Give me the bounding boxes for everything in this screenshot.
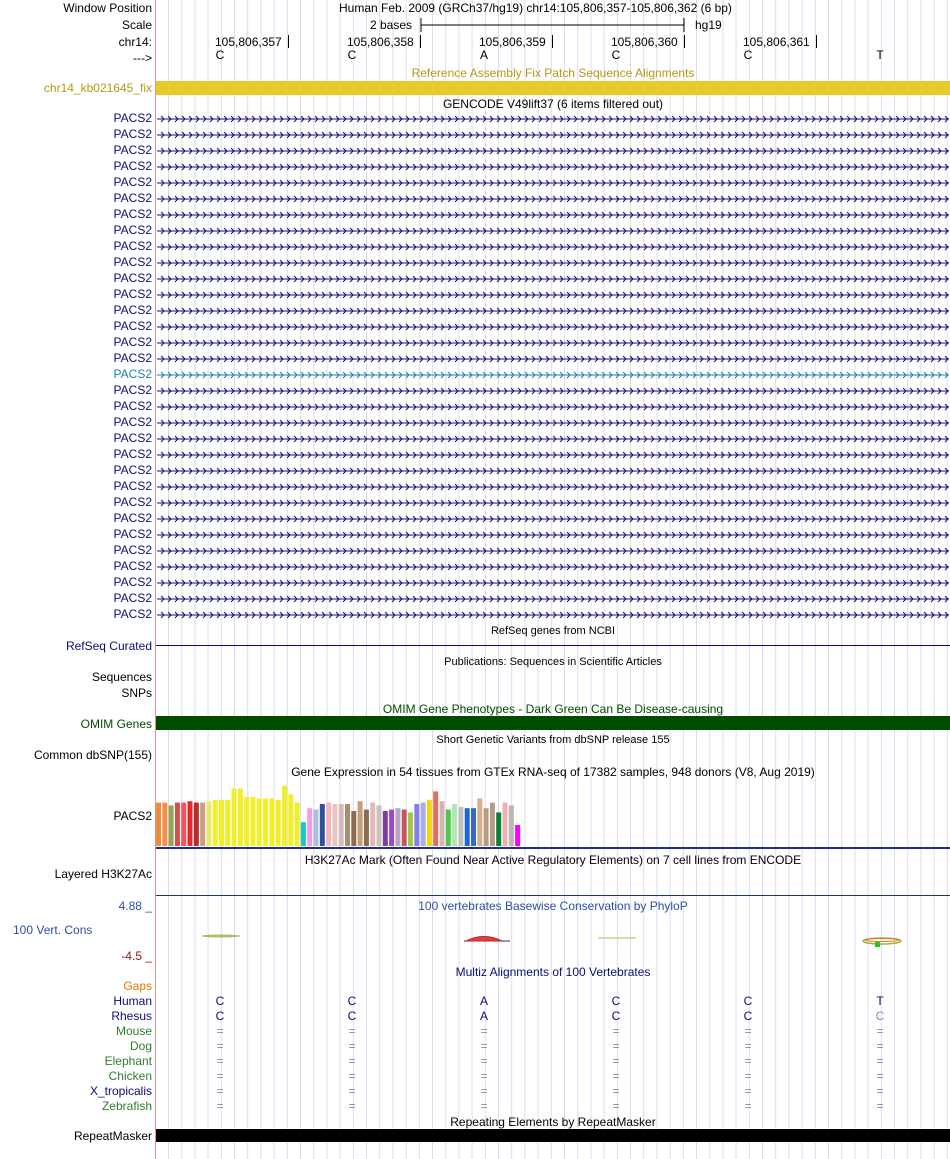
gtex-tissue-bar: [496, 812, 501, 846]
gtex-tissue-bar: [339, 804, 344, 846]
gencode-transcript-line[interactable]: [157, 417, 949, 429]
gencode-transcript-label[interactable]: PACS2: [113, 191, 152, 205]
conservation-plot[interactable]: [156, 926, 950, 952]
gtex-tissue-bar: [320, 804, 325, 846]
gtex-tissue-bar: [232, 789, 237, 846]
gtex-tissue-bar: [433, 791, 438, 846]
gtex-tissue-bar: [515, 825, 520, 846]
gtex-tissue-bar: [263, 798, 268, 846]
gtex-tissue-bar: [364, 810, 369, 846]
h3k27ac-baseline: [156, 895, 950, 896]
gtex-tissue-bar: [307, 808, 312, 846]
aligned-base: C: [875, 1009, 885, 1023]
chrom-label: chr14:: [118, 35, 152, 49]
aligned-base: =: [612, 1084, 620, 1098]
gencode-transcript-line[interactable]: [157, 177, 949, 189]
gtex-tissue-bar: [332, 804, 337, 846]
scale-label: Scale: [121, 18, 152, 32]
gencode-transcript-label[interactable]: PACS2: [113, 575, 152, 589]
species-label[interactable]: Zebrafish: [101, 1099, 152, 1113]
aligned-base: =: [348, 1099, 356, 1113]
gtex-tissue-bar: [427, 800, 432, 846]
gtex-tissue-bar: [282, 786, 287, 846]
gtex-tissue-bar: [244, 797, 249, 846]
aligned-base: =: [348, 1054, 356, 1068]
coordinate-tick: [816, 35, 817, 48]
gaps-label[interactable]: Gaps: [123, 979, 152, 993]
gencode-transcript-label[interactable]: PACS2: [113, 511, 152, 525]
gtex-tissue-bar: [351, 811, 356, 846]
gencode-transcript-line[interactable]: [157, 241, 949, 253]
gencode-transcript-label[interactable]: PACS2: [113, 127, 152, 141]
coordinate-tick: [288, 35, 289, 48]
coordinate-tick-label: 105,806,357: [215, 35, 282, 49]
gencode-transcript-line[interactable]: [157, 529, 949, 541]
gtex-tissue-bar: [408, 812, 413, 846]
species-label[interactable]: Elephant: [104, 1054, 152, 1068]
gtex-tissue-bar: [484, 808, 489, 846]
repeatmasker-title[interactable]: Repeating Elements by RepeatMasker: [450, 1115, 656, 1129]
conservation-max-label: 4.88 _: [118, 899, 152, 913]
aligned-base: =: [612, 1054, 620, 1068]
gencode-transcript-line[interactable]: [157, 401, 949, 413]
gencode-transcript-label[interactable]: PACS2: [113, 527, 152, 541]
aligned-base: C: [611, 1009, 621, 1023]
gtex-tissue-bar: [257, 798, 262, 846]
repeatmasker-bar[interactable]: [156, 1129, 950, 1142]
gencode-transcript-label[interactable]: PACS2: [113, 367, 152, 381]
gencode-transcript-line[interactable]: [157, 113, 949, 125]
aligned-base: =: [216, 1024, 224, 1038]
gencode-transcript-label[interactable]: PACS2: [113, 495, 152, 509]
gencode-transcript-label[interactable]: PACS2: [113, 463, 152, 477]
gtex-tissue-bar: [194, 803, 199, 846]
repeatmasker-label[interactable]: RepeatMasker: [73, 1129, 152, 1143]
aligned-base: C: [743, 1009, 753, 1023]
reference-base: C: [611, 48, 621, 62]
multiz-title[interactable]: Multiz Alignments of 100 Vertebrates: [455, 965, 651, 979]
gtex-tissue-bar: [276, 800, 281, 846]
fix-patch-label[interactable]: chr14_kb021645_fix: [43, 81, 152, 95]
dbsnp-title[interactable]: Short Genetic Variants from dbSNP release 155: [436, 734, 670, 746]
gtex-tissue-bar: [452, 804, 457, 846]
gtex-tissue-bar: [395, 808, 400, 846]
coordinate-tick: [684, 35, 685, 48]
conservation-label[interactable]: 100 Vert. Cons: [13, 923, 93, 937]
gencode-transcript-line[interactable]: [157, 257, 949, 269]
aligned-base: C: [611, 994, 621, 1008]
gtex-tissue-bar: [414, 804, 419, 846]
gtex-tissue-bar: [219, 800, 224, 846]
gtex-bar-chart[interactable]: [156, 776, 950, 850]
gtex-tissue-bar: [446, 810, 451, 846]
gencode-transcript-label[interactable]: PACS2: [113, 175, 152, 189]
species-label[interactable]: Dog: [129, 1039, 152, 1053]
gtex-tissue-bar: [301, 822, 306, 846]
coordinate-tick-label: 105,806,360: [611, 35, 678, 49]
gtex-tissue-bar: [188, 801, 193, 846]
gtex-tissue-bar: [288, 794, 293, 846]
publications-label[interactable]: Sequences: [91, 670, 152, 684]
fix-patch-title[interactable]: Reference Assembly Fix Patch Sequence Alignments: [411, 66, 695, 80]
publications-title[interactable]: Publications: Sequences in Scientific Articles: [444, 656, 662, 668]
coordinate-tick: [420, 35, 421, 48]
h3k27ac-title[interactable]: H3K27Ac Mark (Often Found Near Active Regulatory Elements) on 7 cell lines from ENCODE: [304, 853, 802, 867]
gtex-tissue-bar: [471, 808, 476, 846]
gtex-tissue-bar: [169, 805, 174, 846]
gencode-transcript-label[interactable]: PACS2: [113, 143, 152, 157]
aligned-base: =: [876, 1069, 884, 1083]
aligned-base: =: [480, 1084, 488, 1098]
scale-value: 2 bases: [370, 18, 413, 32]
gtex-label[interactable]: PACS2: [113, 809, 152, 823]
aligned-base: T: [876, 994, 884, 1008]
conservation-mark-4-point: [875, 942, 880, 947]
gtex-tissue-bar: [175, 803, 180, 846]
gencode-transcript-line[interactable]: [157, 481, 949, 493]
gtex-tissue-bar: [402, 810, 407, 846]
aligned-base: =: [480, 1099, 488, 1113]
omim-title[interactable]: OMIM Gene Phenotypes - Dark Green Can Be Disease-causing: [382, 702, 724, 716]
gencode-transcript-line[interactable]: [157, 353, 949, 365]
gencode-transcript-line[interactable]: [157, 161, 949, 173]
aligned-base: =: [612, 1039, 620, 1053]
reference-base: C: [347, 48, 357, 62]
gtex-tissue-bar: [251, 797, 256, 846]
gencode-transcript-label[interactable]: PACS2: [113, 271, 152, 285]
gtex-tissue-bar: [225, 800, 230, 846]
gtex-tissue-bar: [314, 810, 319, 846]
gtex-tissue-bar: [156, 803, 161, 846]
gencode-transcript-label[interactable]: PACS2: [113, 335, 152, 349]
gencode-transcript-line[interactable]: [157, 321, 949, 333]
gencode-transcript-line[interactable]: [157, 385, 949, 397]
aligned-base: =: [876, 1039, 884, 1053]
aligned-base: =: [480, 1039, 488, 1053]
gencode-transcript-label[interactable]: PACS2: [113, 383, 152, 397]
aligned-base: =: [348, 1024, 356, 1038]
gencode-transcript-line[interactable]: [157, 545, 949, 557]
coordinate-tick-label: 105,806,361: [743, 35, 810, 49]
aligned-base: =: [744, 1039, 752, 1053]
gencode-transcript-label[interactable]: PACS2: [113, 239, 152, 253]
gtex-tissue-bar: [181, 803, 186, 846]
gtex-tissue-bar: [477, 798, 482, 846]
gencode-transcript-line[interactable]: [157, 289, 949, 301]
gtex-tissue-bar: [200, 803, 205, 846]
gencode-transcript-label[interactable]: PACS2: [113, 319, 152, 333]
gtex-tissue-bar: [345, 804, 350, 846]
gtex-tissue-bar: [206, 801, 211, 846]
gencode-transcript-label[interactable]: PACS2: [113, 207, 152, 221]
gtex-tissue-bar: [465, 808, 470, 846]
gencode-transcript-label[interactable]: PACS2: [113, 543, 152, 557]
aligned-base: =: [876, 1024, 884, 1038]
gencode-transcript-line[interactable]: [157, 305, 949, 317]
gencode-transcript-label[interactable]: PACS2: [113, 159, 152, 173]
aligned-base: C: [347, 994, 357, 1008]
gtex-tissue-bar: [389, 810, 394, 846]
species-label[interactable]: Rhesus: [111, 1009, 152, 1023]
aligned-base: A: [479, 1009, 488, 1023]
coordinate-tick-label: 105,806,359: [479, 35, 546, 49]
gencode-transcript-label[interactable]: PACS2: [113, 415, 152, 429]
gtex-tissue-bar: [503, 803, 508, 846]
gtex-tissue-bar: [440, 801, 445, 846]
gencode-transcript-label[interactable]: PACS2: [113, 479, 152, 493]
aligned-base: =: [612, 1024, 620, 1038]
gencode-transcript-line[interactable]: [157, 609, 949, 621]
gencode-transcript-line[interactable]: [157, 577, 949, 589]
gtex-tissue-bar: [421, 803, 426, 846]
gencode-transcript-line[interactable]: [157, 465, 949, 477]
gencode-transcript-label[interactable]: PACS2: [113, 447, 152, 461]
gtex-tissue-bar: [326, 803, 331, 846]
gencode-transcript-label[interactable]: PACS2: [113, 591, 152, 605]
omim-label[interactable]: OMIM Genes: [80, 717, 152, 731]
aligned-base: =: [744, 1024, 752, 1038]
aligned-base: =: [216, 1039, 224, 1053]
species-label[interactable]: Mouse: [115, 1024, 152, 1038]
aligned-base: =: [480, 1069, 488, 1083]
gtex-tissue-bar: [162, 803, 167, 846]
aligned-base: =: [216, 1099, 224, 1113]
species-label[interactable]: Human: [113, 994, 152, 1008]
refseq-label[interactable]: RefSeq Curated: [65, 639, 152, 653]
conservation-mark-1: [202, 935, 240, 937]
gtex-tissue-bar: [213, 800, 218, 846]
gencode-transcript-label[interactable]: PACS2: [113, 351, 152, 365]
coordinate-tick: [552, 35, 553, 48]
gtex-tissue-bar: [269, 798, 274, 846]
gtex-tissue-bar: [458, 807, 463, 846]
gtex-tissue-bar: [295, 803, 300, 846]
gencode-transcript-line[interactable]: [157, 209, 949, 221]
aligned-base: =: [216, 1054, 224, 1068]
gencode-transcript-label[interactable]: PACS2: [113, 255, 152, 269]
reference-base: C: [743, 48, 753, 62]
aligned-base: =: [348, 1069, 356, 1083]
gencode-transcript-line[interactable]: [157, 273, 949, 285]
gencode-transcript-line[interactable]: [157, 225, 949, 237]
aligned-base: =: [612, 1069, 620, 1083]
snps-label[interactable]: SNPs: [121, 686, 152, 700]
conservation-min-label: -4.5 _: [121, 949, 152, 963]
aligned-base: C: [215, 994, 225, 1008]
gtex-tissue-bar: [377, 805, 382, 846]
refseq-gene-line[interactable]: [156, 645, 950, 646]
gtex-tissue-bar: [509, 805, 514, 846]
aligned-base: =: [876, 1054, 884, 1068]
aligned-base: =: [480, 1054, 488, 1068]
gtex-tissue-bar: [490, 803, 495, 846]
window-position-label: Window Position: [63, 1, 152, 15]
reference-base: T: [876, 48, 884, 62]
window-position-value[interactable]: Human Feb. 2009 (GRCh37/hg19) chr14:105,806,357-105,806,362 (6 bp): [339, 1, 732, 15]
coordinate-tick-label: 105,806,358: [347, 35, 414, 49]
gencode-transcript-label[interactable]: PACS2: [113, 111, 152, 125]
gencode-transcript-label[interactable]: PACS2: [113, 223, 152, 237]
gencode-transcript-label[interactable]: PACS2: [113, 607, 152, 621]
species-label[interactable]: X_tropicalis: [89, 1084, 152, 1098]
gtex-tissue-bar: [383, 811, 388, 846]
aligned-base: =: [744, 1084, 752, 1098]
species-label[interactable]: Chicken: [108, 1069, 152, 1083]
gencode-transcript-line[interactable]: [157, 449, 949, 461]
omim-bar[interactable]: [156, 716, 950, 730]
reference-base: C: [215, 48, 225, 62]
aligned-base: =: [876, 1084, 884, 1098]
gencode-transcript-line[interactable]: [157, 337, 949, 349]
aligned-base: =: [612, 1099, 620, 1113]
aligned-base: C: [215, 1009, 225, 1023]
aligned-base: =: [216, 1084, 224, 1098]
aligned-base: =: [480, 1024, 488, 1038]
gtex-tissue-bar: [238, 789, 243, 846]
gencode-transcript-label[interactable]: PACS2: [113, 399, 152, 413]
aligned-base: =: [744, 1099, 752, 1113]
aligned-base: =: [348, 1039, 356, 1053]
conservation-mark-2: [466, 937, 502, 942]
strand-label: --->: [133, 51, 152, 65]
aligned-base: =: [744, 1054, 752, 1068]
gencode-transcript-label[interactable]: PACS2: [113, 287, 152, 301]
gencode-transcript-line[interactable]: [157, 369, 949, 381]
gencode-transcript-line[interactable]: [157, 193, 949, 205]
gencode-transcript-line[interactable]: [157, 129, 949, 141]
aligned-base: C: [347, 1009, 357, 1023]
gencode-transcript-line[interactable]: [157, 593, 949, 605]
gencode-transcript-label[interactable]: PACS2: [113, 303, 152, 317]
aligned-base: =: [216, 1069, 224, 1083]
aligned-base: =: [744, 1069, 752, 1083]
dbsnp-label[interactable]: Common dbSNP(155): [33, 748, 152, 762]
conservation-mark-4-accent: [865, 939, 899, 942]
gtex-tissue-bar: [370, 803, 375, 846]
scale-bar: [420, 17, 686, 33]
gencode-transcript-line[interactable]: [157, 433, 949, 445]
gtex-title[interactable]: Gene Expression in 54 tissues from GTEx RNA-seq of 17382 samples, 948 donors (V8, Aug 2019): [291, 765, 815, 779]
gencode-transcript-line[interactable]: [157, 145, 949, 157]
fix-patch-bar[interactable]: [156, 81, 950, 95]
gencode-transcript-line[interactable]: [157, 513, 949, 525]
gtex-tissue-bar: [358, 801, 363, 846]
reference-base: A: [479, 48, 488, 62]
gencode-transcript-line[interactable]: [157, 497, 949, 509]
aligned-base: =: [348, 1084, 356, 1098]
gencode-transcript-line[interactable]: [157, 561, 949, 573]
aligned-base: =: [876, 1099, 884, 1113]
conservation-title[interactable]: 100 vertebrates Basewise Conservation by PhyloP: [418, 899, 688, 913]
gencode-title[interactable]: GENCODE V49lift37 (6 items filtered out): [442, 97, 664, 111]
aligned-base: A: [479, 994, 488, 1008]
gencode-transcript-label[interactable]: PACS2: [113, 559, 152, 573]
aligned-base: C: [743, 994, 753, 1008]
gencode-transcript-label[interactable]: PACS2: [113, 431, 152, 445]
refseq-title[interactable]: RefSeq genes from NCBI: [490, 625, 616, 637]
scale-assembly: hg19: [695, 18, 722, 32]
h3k27ac-label[interactable]: Layered H3K27Ac: [54, 867, 152, 881]
